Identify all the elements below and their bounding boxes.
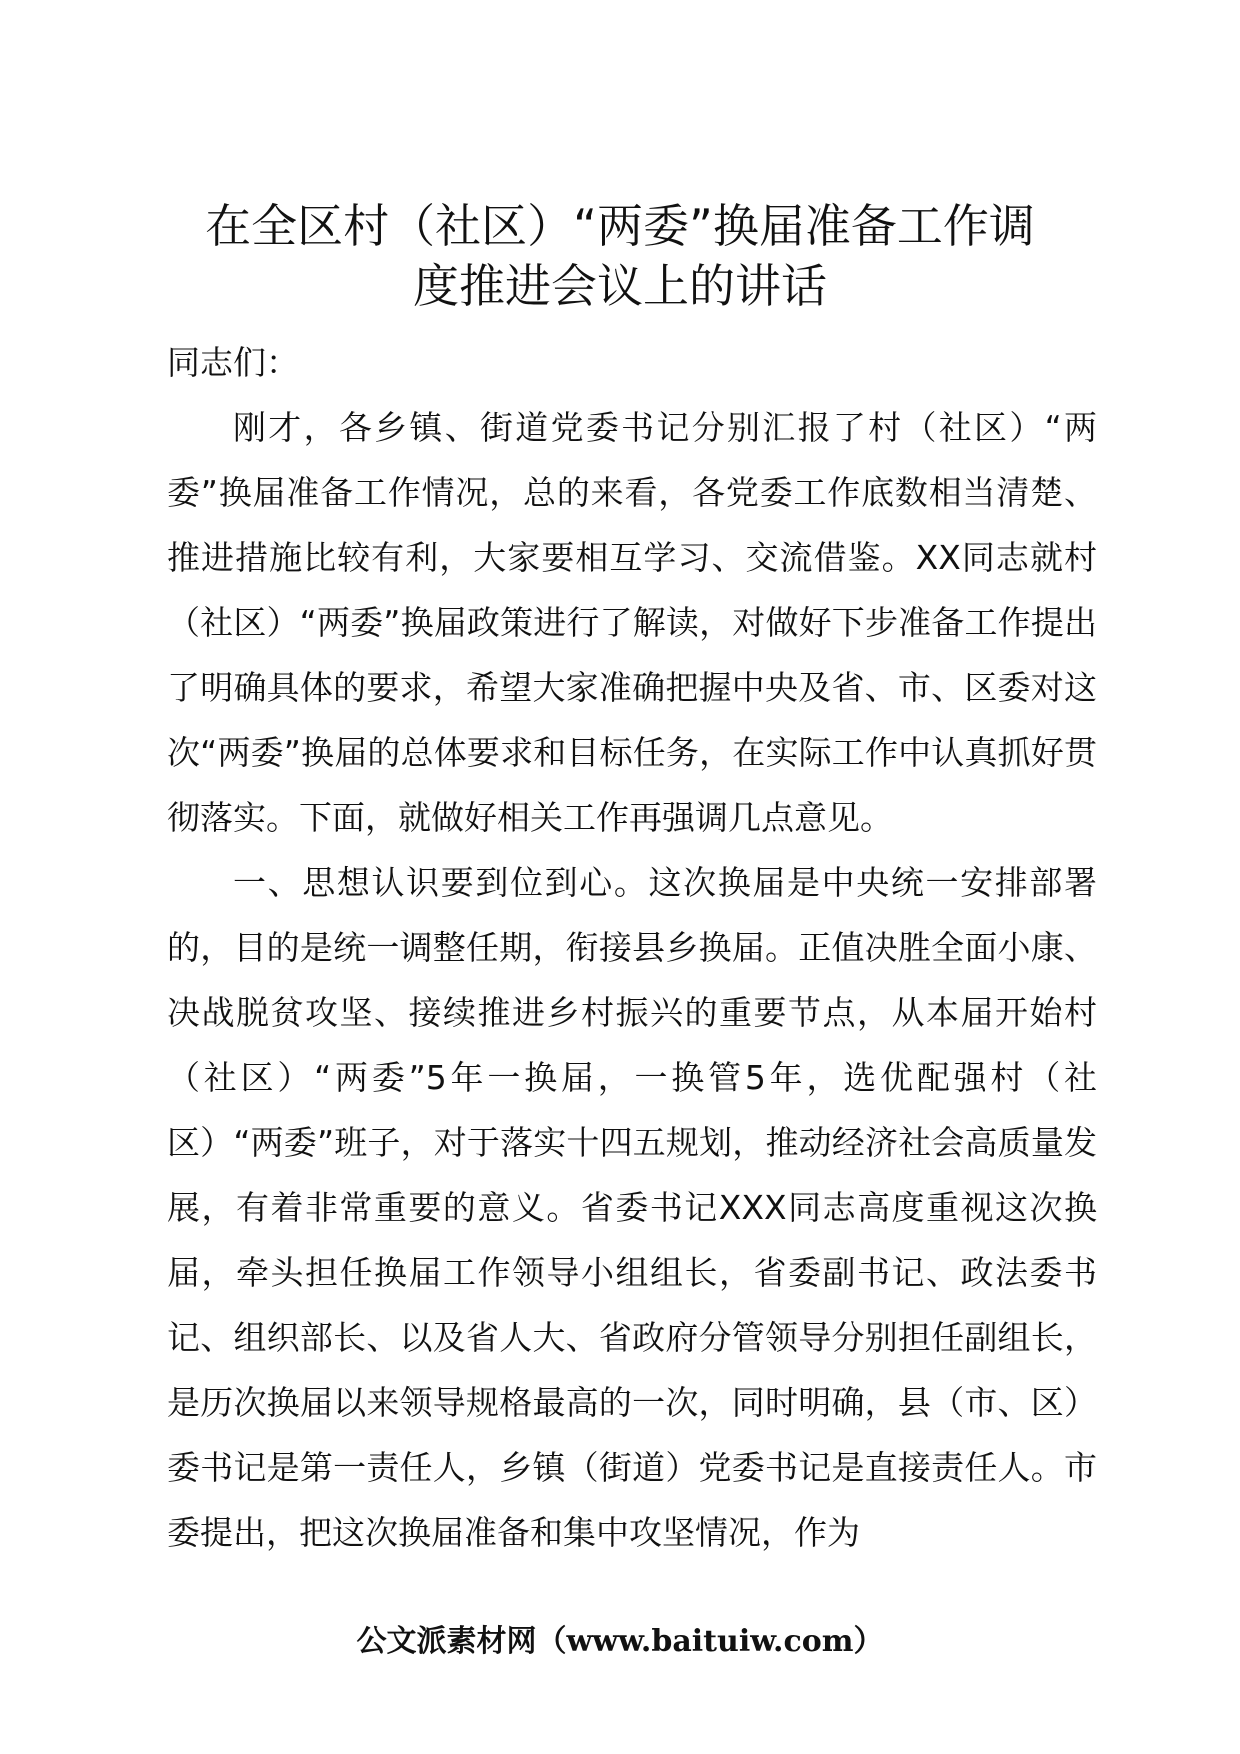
title-line-2: 度推进会议上的讲话 xyxy=(413,259,827,313)
document-body xyxy=(167,330,1097,1565)
title-line-1: 在全区村（社区）“两委”换届准备工作调 xyxy=(205,199,1035,253)
salutation: 同志们： xyxy=(167,343,299,382)
footer-watermark: 公文派素材网（www.baituiw.com） xyxy=(356,1624,884,1659)
paragraph-1: 刚才，各乡镇、街道党委书记分别汇报了村（社区）“两委”换届准备工作情况，总的来看，各党委工作底数相当清楚、推进措施比较有利，大家要相互学习、交流借鉴。XX同志就村（社区）“两委”换届政策进行了解读，对做好下步准备工作提出了明确具体的要求，希望大家准确把握中央及省、市、区委对这次“两委”换届的总体要求和目标任务，在实际工作中认真抓好贯彻落实。下面，就做好相关工作再强调几点意见。 xyxy=(167,408,1097,837)
paragraph-2: 一、思想认识要到位到心。这次换届是中央统一安排部署的，目的是统一调整任期，衔接县乡换届。正值决胜全面小康、决战脱贫攻坚、接续推进乡村振兴的重要节点，从本届开始村（社区）“两委”5年一换届，一换管5年，选优配强村（社区）“两委”班子，对于落实十四五规划，推动经济社会高质量发展，有着非常重要的意义。省委书记XXX同志高度重视这次换届，牵头担任换届工作领导小组组长，省委副书记、政法委书记、组织部长、以及省人大、省政府分管领导分别担任副组长，是历次换届以来领导规格最高的一次，同时明确，县（市、区）委书记是第一责任人，乡镇（街道）党委书记是直接责任人。市委提出，把这次换届准备和集中攻坚情况，作为 xyxy=(167,863,1097,1552)
document-title xyxy=(150,196,1090,316)
